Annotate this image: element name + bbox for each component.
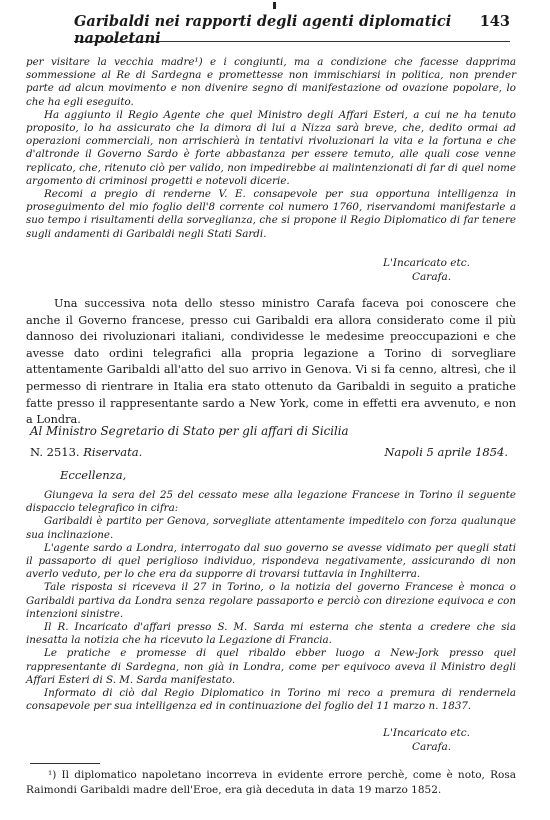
letter-salutation: Eccellenza, [60, 468, 127, 482]
body-text [26, 296, 516, 429]
quote-paragraph: Ha aggiunto il Regio Agente che quel Ministro degli Affari Esteri, a cui ne ha tenuto proposito, lo ha assicurato che la dimora di lui a Nizza sarà breve, che, dedito ormai ad operazioni commerciali, non arrischierà in tentativi rivoluzionari la vita e la fortuna e che d'altronde il Governo Sardo è forte abbastanza per essere temuto, alle quali cose venne replicato, che, ritenuto ciò per valido, non impedirebbe ai malintenzionati di far di quel nome argomento di criminosi progetti e notevoli dicerie. [26, 108, 516, 187]
letter-signature-name: Carafa. [412, 741, 452, 753]
letter-reserved: Riservata. [83, 445, 143, 459]
footnote [26, 768, 516, 798]
letter-paragraph: Informato di ciò dal Regio Diplomatico in Torino mi reco a premura di rendernela consapevole per sua intelligenza ed in continuazione del foglio del 11 marzo n. 1837. [26, 687, 516, 713]
letter-paragraph: L'agente sardo a Londra, interrogato dal suo governo se avesse vidimato per quegli stati il passaporto di quel periglioso individuo, rispondeva negativamente, assicurando di non averlo veduto, per lo che era da supporre di trovarsi tuttavia in Inghilterra. [26, 541, 516, 581]
letter-number: N. 2513. [30, 445, 80, 459]
quoted-letter-continuation [26, 56, 516, 241]
header-title: Garibaldi nei rapporti degli agenti diplomatici napoletani [74, 13, 452, 47]
letter-paragraph: Garibaldi è partito per Genova, sorvegliate attentamente impeditelo con forza qualunque sua inclinazione. [26, 515, 516, 541]
letter-paragraph: Le pratiche e promesse di quel ribaldo ebber luogo a New-Jork presso quel rappresentante di Sardegna, non già in Londra, come per equivoco aveva il Ministro degli Affari Esteri di S. M. Sarda manifestato. [26, 647, 516, 686]
footnote-text: ¹) Il diplomatico napoletano incorreva in evidente errore perchè, come è noto, Rosa Raimondi Garibaldi madre dell'Eroe, era già deceduta in data 19 marzo 1852. [26, 769, 516, 796]
signature-name: Carafa. [412, 271, 452, 283]
letter-number-group [30, 445, 142, 459]
letter-place-date: Napoli 5 aprile 1854. [384, 445, 508, 459]
signature-title: L'Incaricato etc. [383, 257, 470, 269]
letter-signature-title: L'Incaricato etc. [383, 727, 470, 739]
letter-reference-row [30, 445, 508, 459]
letter-paragraph: Giungeva la sera del 25 del cessato mese alla legazione Francese in Torino il seguente dispaccio telegrafico in cifra: [26, 489, 516, 515]
footnote-rule [30, 763, 100, 764]
running-header [74, 13, 510, 47]
print-mark [273, 2, 276, 9]
quote-paragraph: Recomi a pregio di renderne V. E. consapevole per sua opportuna intelligenza in proseguimento del mio foglio dell'8 corrente col numero 1760, riservandomi manifestarle a suo tempo i risultamenti della sorveglianza, che si propone il Regio Diplomatico di far tenere sugli andamenti di Garibaldi negli Stati Sardi. [26, 188, 516, 240]
letter-paragraph: Tale risposta si riceveva il 27 in Torino, o la notizia del governo Francese è monca o Garibaldi partiva da Londra senza regolare passaporto e perciò con direzione equivoca e con intenzioni sinistre. [26, 581, 516, 620]
letter-address: Al Ministro Segretario di Stato per gli affari di Sicilia [30, 424, 349, 438]
letter-paragraph: Il R. Incaricato d'affari presso S. M. Sarda mi esterna che stenta a credere che sia inesatta la notizia che ha ricevuto la Legazione di Francia. [26, 621, 516, 647]
quote-paragraph: per visitare la vecchia madre¹) e i congiunti, ma a condizione che facesse dapprima sommessione al Re di Sardegna e promettesse non immischiarsi in politica, non prender parte ad alcun movimento e non divenire segno di manifestazione od ovazione popolare, lo che ha egli eseguito. [26, 56, 516, 108]
body-paragraph: Una successiva nota dello stesso ministro Carafa faceva poi conoscere che anche il Governo francese, presso cui Garibaldi era allora considerato come il più dannoso dei rivoluzionari italiani, condividesse le medesime preoccupazioni e che avesse dato ordini telegrafici alla propria legazione a Torino di sorvegliare attentamente Garibaldi all'atto del suo arrivo in Genova. Vi si fa cenno, altresì, che il permesso di rientrare in Italia era stato ottenuto da Garibaldi in seguito a pratiche fatte presso il rappresentante sardo a New York, come in effetti era avvenuto, e non a Londra. [26, 297, 516, 427]
letter-body [26, 489, 516, 713]
page-number: 143 [479, 13, 510, 30]
